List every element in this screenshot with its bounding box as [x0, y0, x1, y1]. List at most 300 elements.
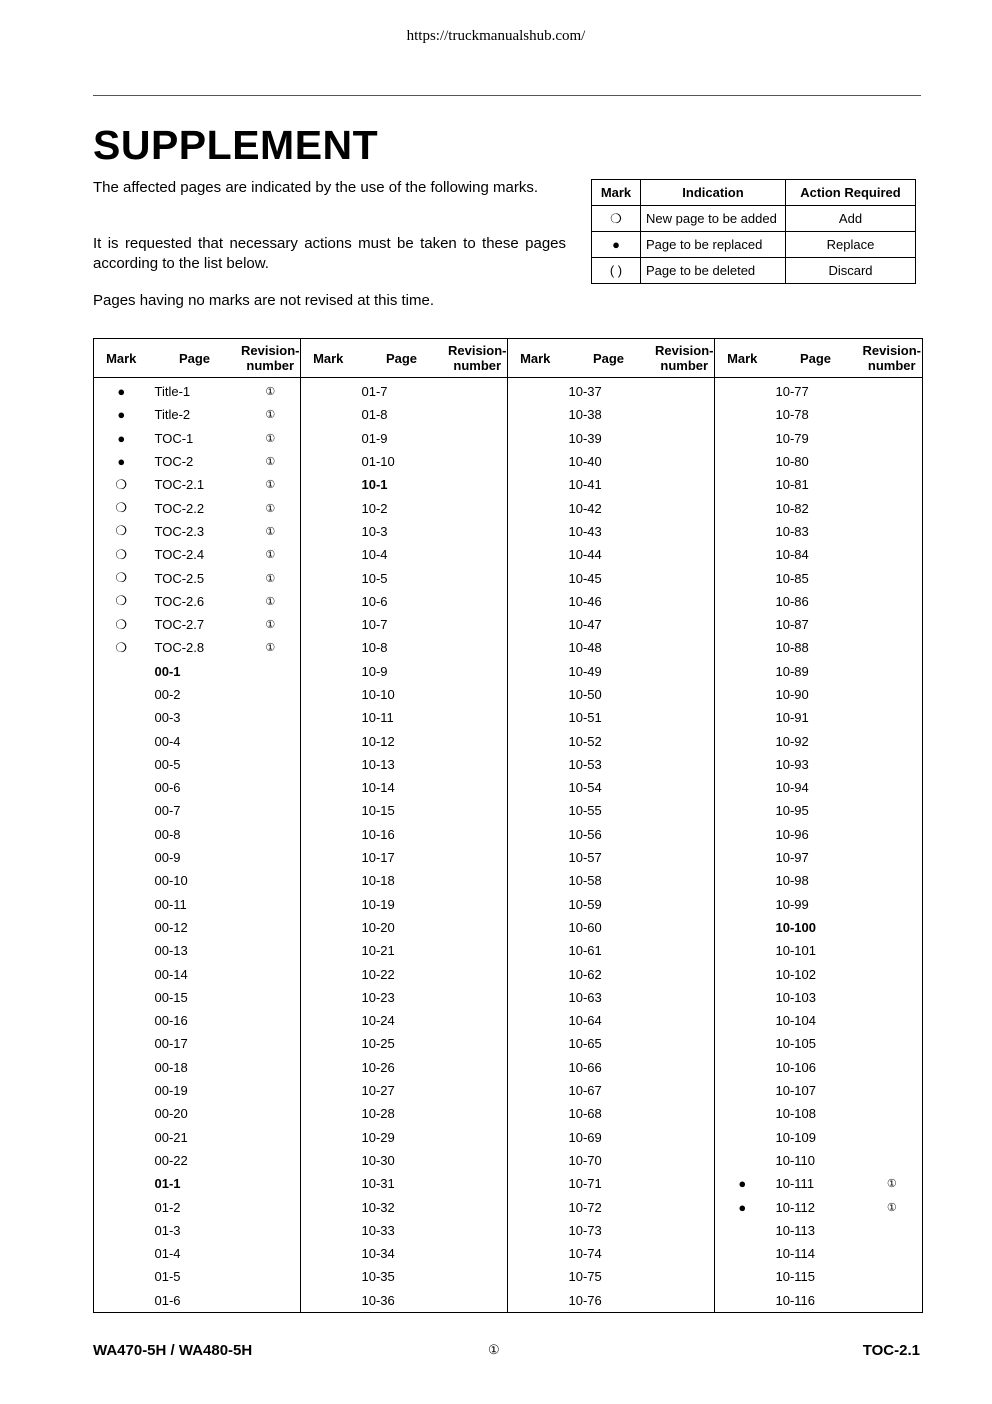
table-row	[94, 520, 923, 543]
header-revision: Revision-number	[448, 339, 508, 378]
revision-cell	[655, 869, 715, 892]
page-cell: 10-15	[361, 803, 395, 819]
revision-cell	[241, 706, 301, 729]
mark-cell	[508, 1219, 563, 1242]
mark-cell	[715, 683, 770, 706]
mark-cell	[94, 823, 149, 846]
page-cell: 10-51	[568, 710, 602, 726]
page-cell: Title-2	[154, 407, 191, 423]
page-cell: 10-82	[775, 500, 809, 516]
revision-cell: ①	[265, 409, 276, 422]
page-cell: 10-73	[568, 1222, 602, 1238]
revision-cell	[241, 753, 301, 776]
revision-cell	[241, 1079, 301, 1102]
revision-cell	[241, 869, 301, 892]
mark-cell	[301, 986, 356, 1009]
revision-cell	[448, 613, 508, 636]
mark-cell	[301, 939, 356, 962]
mark-cell	[94, 1032, 149, 1055]
page-cell: 10-2	[361, 500, 388, 516]
legend-action: Discard	[786, 258, 916, 284]
revision-cell	[862, 1149, 923, 1172]
revision-cell	[241, 823, 301, 846]
revision-cell: ①	[265, 642, 276, 655]
revision-cell: ①	[886, 1178, 897, 1191]
mark-cell	[715, 1289, 770, 1313]
page-cell: 10-1	[361, 477, 388, 493]
page-cell: 10-53	[568, 756, 602, 772]
mark-cell	[508, 378, 563, 404]
page-cell: 10-115	[775, 1269, 816, 1285]
revision-cell: ①	[265, 386, 276, 399]
page-cell: 00-21	[154, 1129, 188, 1145]
revision-cell	[241, 729, 301, 752]
mark-cell	[301, 1079, 356, 1102]
mark-cell	[301, 566, 356, 589]
revision-cell: ①	[265, 595, 276, 608]
mark-cell	[94, 753, 149, 776]
mark-cell	[508, 986, 563, 1009]
page-cell: 10-36	[361, 1292, 395, 1308]
table-row	[94, 1172, 923, 1195]
legend-indication: New page to be added	[641, 206, 786, 232]
table-row	[94, 939, 923, 962]
mark-cell	[508, 683, 563, 706]
mark-cell	[715, 1265, 770, 1288]
revision-cell	[448, 403, 508, 426]
mark-cell	[301, 1172, 356, 1195]
mark-cell	[301, 823, 356, 846]
revision-cell	[448, 823, 508, 846]
mark-cell	[715, 939, 770, 962]
mark-cell	[508, 1242, 563, 1265]
revision-cell	[448, 1265, 508, 1288]
page-cell: 10-35	[361, 1269, 395, 1285]
revision-cell	[448, 893, 508, 916]
revision-cell	[862, 939, 923, 962]
revision-cell	[862, 496, 923, 519]
mark-cell	[301, 1009, 356, 1032]
page-cell: 10-69	[568, 1129, 602, 1145]
table-row	[94, 1265, 923, 1288]
mark-cell	[301, 450, 356, 473]
page-cell: 10-19	[361, 896, 395, 912]
legend-header-indication: Indication	[641, 180, 786, 206]
page-cell: 10-111	[775, 1176, 815, 1192]
page-cell: 00-4	[154, 733, 181, 749]
revision-cell	[655, 1149, 715, 1172]
page-cell: 10-62	[568, 966, 602, 982]
mark-cell	[508, 753, 563, 776]
mark-cell	[508, 823, 563, 846]
mark-cell	[301, 613, 356, 636]
page-cell: 10-3	[361, 523, 388, 539]
revision-cell	[862, 729, 923, 752]
page-cell: 01-4	[154, 1246, 181, 1262]
revision-cell	[241, 1009, 301, 1032]
page-cell: 10-80	[775, 454, 809, 470]
page-cell: 10-59	[568, 896, 602, 912]
page-cell: 01-7	[361, 384, 388, 400]
mark-cell	[94, 939, 149, 962]
mark-cell: ●	[117, 407, 126, 423]
revision-cell	[241, 1242, 301, 1265]
revision-cell	[655, 799, 715, 822]
revision-cell	[448, 1242, 508, 1265]
page-cell: 10-31	[361, 1176, 395, 1192]
page-cell: 10-45	[568, 570, 602, 586]
header-page: Page	[149, 339, 241, 378]
table-row	[94, 1056, 923, 1079]
page-cell: 10-81	[775, 477, 809, 493]
mark-cell	[715, 706, 770, 729]
mark-cell	[94, 1195, 149, 1218]
page-cell: 10-100	[775, 919, 816, 935]
revision-cell	[448, 706, 508, 729]
page-cell: 10-76	[568, 1292, 602, 1308]
table-row	[94, 566, 923, 589]
mark-cell	[715, 590, 770, 613]
source-url: https://truckmanualshub.com/	[406, 28, 586, 44]
mark-cell	[508, 846, 563, 869]
revision-cell	[448, 450, 508, 473]
mark-cell	[508, 1265, 563, 1288]
revision-cell: ①	[265, 549, 276, 562]
mark-cell	[94, 1242, 149, 1265]
mark-cell	[508, 729, 563, 752]
table-row	[94, 799, 923, 822]
mark-cell	[301, 636, 356, 659]
header-mark: Mark	[508, 339, 563, 378]
revision-cell	[655, 729, 715, 752]
page-cell: 10-27	[361, 1083, 395, 1099]
header-mark: Mark	[301, 339, 356, 378]
revision-cell	[655, 543, 715, 566]
mark-cell	[301, 706, 356, 729]
mark-cell	[301, 1219, 356, 1242]
page-cell: 01-9	[361, 430, 388, 446]
mark-cell	[508, 799, 563, 822]
page-cell: 10-114	[775, 1246, 816, 1262]
mark-cell	[301, 753, 356, 776]
page-title: SUPPLEMENT	[93, 122, 379, 168]
page-cell: 10-4	[361, 547, 388, 563]
intro-paragraph-marks: The affected pages are indicated by the use of the following marks.	[93, 179, 538, 196]
revision-cell	[655, 1195, 715, 1218]
page-cell: 10-60	[568, 919, 602, 935]
page-cell: 00-11	[154, 896, 187, 912]
page-cell: 10-67	[568, 1083, 602, 1099]
mark-cell	[94, 1149, 149, 1172]
revision-cell	[241, 1032, 301, 1055]
revision-cell	[655, 683, 715, 706]
revision-cell	[862, 1009, 923, 1032]
page-cell: 10-79	[775, 430, 809, 446]
page-cell: 10-44	[568, 547, 602, 563]
legend-table	[591, 179, 916, 284]
legend-mark-replace-icon: ●	[592, 232, 641, 258]
page-cell: 10-99	[775, 896, 809, 912]
revision-cell	[862, 473, 923, 496]
page-cell: 10-90	[775, 687, 809, 702]
footer-page-number: TOC-2.1	[862, 1342, 920, 1359]
page-cell: 10-38	[568, 407, 602, 423]
revision-cell	[448, 1102, 508, 1125]
revision-table	[93, 338, 923, 1313]
revision-cell: ①	[265, 619, 276, 632]
mark-cell	[508, 916, 563, 939]
page-cell: 00-12	[154, 919, 188, 935]
mark-cell	[715, 823, 770, 846]
mark-cell	[94, 683, 149, 706]
table-row	[94, 1079, 923, 1102]
page-cell: 10-12	[361, 733, 395, 749]
mark-cell	[301, 869, 356, 892]
mark-cell	[301, 660, 356, 683]
mark-cell	[301, 893, 356, 916]
legend-indication: Page to be replaced	[641, 232, 786, 258]
revision-cell	[241, 799, 301, 822]
page-cell: 01-10	[361, 454, 395, 470]
table-row	[94, 450, 923, 473]
table-row	[94, 1009, 923, 1032]
revision-cell	[448, 753, 508, 776]
mark-cell	[715, 962, 770, 985]
revision-cell	[862, 683, 923, 706]
mark-cell	[94, 1126, 149, 1149]
mark-cell	[715, 893, 770, 916]
revision-cell	[448, 986, 508, 1009]
legend-mark-new-icon: ❍	[592, 206, 641, 232]
page-cell: 00-5	[154, 756, 181, 772]
page-cell: 10-110	[775, 1152, 816, 1168]
revision-cell	[241, 1195, 301, 1218]
revision-cell	[655, 378, 715, 404]
page-cell: 00-22	[154, 1152, 188, 1168]
mark-cell	[508, 1126, 563, 1149]
table-row	[94, 776, 923, 799]
revision-cell	[448, 683, 508, 706]
revision-cell	[241, 1126, 301, 1149]
mark-cell	[508, 403, 563, 426]
mark-cell: ❍	[115, 639, 128, 655]
page-cell: 10-83	[775, 523, 809, 539]
mark-cell	[715, 729, 770, 752]
mark-cell	[508, 1149, 563, 1172]
table-row	[94, 1289, 923, 1313]
page-cell: 10-52	[568, 733, 602, 749]
page-cell: 10-108	[775, 1106, 816, 1122]
legend-row-delete	[592, 258, 916, 284]
mark-cell	[94, 1172, 149, 1195]
table-row	[94, 869, 923, 892]
page-cell: 10-25	[361, 1036, 395, 1052]
revision-cell	[448, 1219, 508, 1242]
revision-cell	[655, 962, 715, 985]
mark-cell	[508, 962, 563, 985]
mark-cell	[715, 846, 770, 869]
page-cell: 10-39	[568, 430, 602, 446]
mark-cell	[301, 427, 356, 450]
table-row	[94, 1195, 923, 1218]
revision-cell	[862, 1126, 923, 1149]
page-cell: 10-66	[568, 1059, 602, 1075]
revision-cell	[862, 893, 923, 916]
legend-header-mark: Mark	[592, 180, 641, 206]
mark-cell	[301, 1289, 356, 1313]
revision-cell	[448, 1126, 508, 1149]
page-cell: 10-30	[361, 1152, 395, 1168]
mark-cell	[508, 636, 563, 659]
revision-cell	[655, 660, 715, 683]
page-cell: 10-72	[568, 1199, 602, 1215]
table-row	[94, 403, 923, 426]
page-cell: Title-1	[154, 384, 191, 400]
page-cell: 01-3	[154, 1222, 181, 1238]
table-row	[94, 683, 923, 706]
revision-cell	[241, 1102, 301, 1125]
page-cell: 10-104	[775, 1013, 816, 1029]
legend-header-row	[592, 180, 916, 206]
header-page: Page	[563, 339, 655, 378]
page-cell: 10-78	[775, 407, 809, 423]
page-cell: 10-84	[775, 547, 809, 563]
page-cell: 10-42	[568, 500, 602, 516]
mark-cell	[508, 1289, 563, 1313]
table-row	[94, 846, 923, 869]
page-cell: 10-70	[568, 1152, 602, 1168]
page-cell: 10-37	[568, 384, 602, 400]
page-cell: 10-49	[568, 663, 602, 679]
mark-cell	[94, 776, 149, 799]
mark-cell	[94, 1265, 149, 1288]
table-row	[94, 1126, 923, 1149]
legend-row-add	[592, 206, 916, 232]
revision-cell	[862, 1102, 923, 1125]
revision-cell	[655, 893, 715, 916]
mark-cell	[508, 427, 563, 450]
mark-cell	[715, 1102, 770, 1125]
page-cell: 00-7	[154, 803, 181, 819]
mark-cell	[715, 543, 770, 566]
mark-cell	[94, 916, 149, 939]
page-cell: 10-9	[361, 663, 388, 679]
revision-cell	[655, 1032, 715, 1055]
page-cell: 10-43	[568, 523, 602, 539]
page-cell: 10-13	[361, 756, 395, 772]
page-cell: 10-50	[568, 687, 602, 702]
revision-cell	[862, 403, 923, 426]
page-cell: 10-63	[568, 989, 602, 1005]
revision-cell	[241, 660, 301, 683]
page-cell: TOC-2.6	[154, 593, 205, 609]
revision-cell	[862, 916, 923, 939]
table-row	[94, 753, 923, 776]
table-row	[94, 729, 923, 752]
mark-cell	[715, 473, 770, 496]
table-row	[94, 962, 923, 985]
table-row	[94, 473, 923, 496]
revision-cell	[862, 520, 923, 543]
page-cell: 00-15	[154, 989, 188, 1005]
mark-cell	[508, 660, 563, 683]
mark-cell: ❍	[115, 500, 128, 516]
mark-cell	[301, 1265, 356, 1288]
revision-cell	[862, 636, 923, 659]
mark-cell	[94, 986, 149, 1009]
page-cell: 10-105	[775, 1036, 816, 1052]
mark-cell: ●	[117, 454, 126, 470]
mark-cell: ❍	[115, 593, 128, 609]
revision-cell	[655, 520, 715, 543]
mark-cell	[301, 403, 356, 426]
page-cell: 10-112	[775, 1199, 816, 1215]
page-cell: 10-55	[568, 803, 602, 819]
mark-cell	[94, 1056, 149, 1079]
mark-cell	[715, 1126, 770, 1149]
mark-cell	[715, 613, 770, 636]
page-cell: 00-20	[154, 1106, 188, 1122]
page-cell: 10-6	[361, 593, 388, 609]
mark-cell: ●	[117, 430, 126, 446]
revision-cell	[655, 1289, 715, 1313]
revision-table-header	[94, 339, 923, 378]
revision-cell	[862, 1079, 923, 1102]
revision-cell	[448, 939, 508, 962]
revision-cell	[862, 799, 923, 822]
legend-row-replace	[592, 232, 916, 258]
revision-cell	[241, 1172, 301, 1195]
page-cell: 10-23	[361, 989, 395, 1005]
revision-cell	[448, 1149, 508, 1172]
page-cell: 10-54	[568, 780, 602, 796]
mark-cell	[301, 1032, 356, 1055]
page-cell: 10-107	[775, 1083, 816, 1099]
page-cell: 00-1	[154, 663, 181, 679]
page-cell: 01-2	[154, 1199, 181, 1215]
revision-cell	[655, 823, 715, 846]
revision-cell	[655, 1219, 715, 1242]
mark-cell	[94, 846, 149, 869]
mark-cell	[508, 776, 563, 799]
revision-cell	[448, 962, 508, 985]
revision-cell	[448, 1195, 508, 1218]
mark-cell	[94, 660, 149, 683]
revision-cell	[862, 590, 923, 613]
mark-cell	[715, 1032, 770, 1055]
mark-cell	[508, 869, 563, 892]
mark-cell	[301, 846, 356, 869]
legend-action: Add	[786, 206, 916, 232]
revision-table-body	[94, 378, 923, 1313]
page-cell: 10-97	[775, 850, 809, 866]
mark-cell	[301, 1149, 356, 1172]
revision-cell	[448, 916, 508, 939]
page-cell: 10-14	[361, 780, 395, 796]
mark-cell	[301, 799, 356, 822]
revision-cell	[241, 683, 301, 706]
footer-model: WA470-5H / WA480-5H	[93, 1342, 253, 1359]
page-cell: 10-8	[361, 640, 388, 656]
intro-paragraph-no-marks: Pages having no marks are not revised at this time.	[93, 292, 435, 309]
mark-cell	[301, 683, 356, 706]
page-cell: TOC-2.2	[154, 500, 205, 516]
mark-cell	[301, 916, 356, 939]
revision-cell	[862, 1289, 923, 1313]
table-row	[94, 1149, 923, 1172]
mark-cell	[301, 1056, 356, 1079]
revision-cell	[655, 1126, 715, 1149]
